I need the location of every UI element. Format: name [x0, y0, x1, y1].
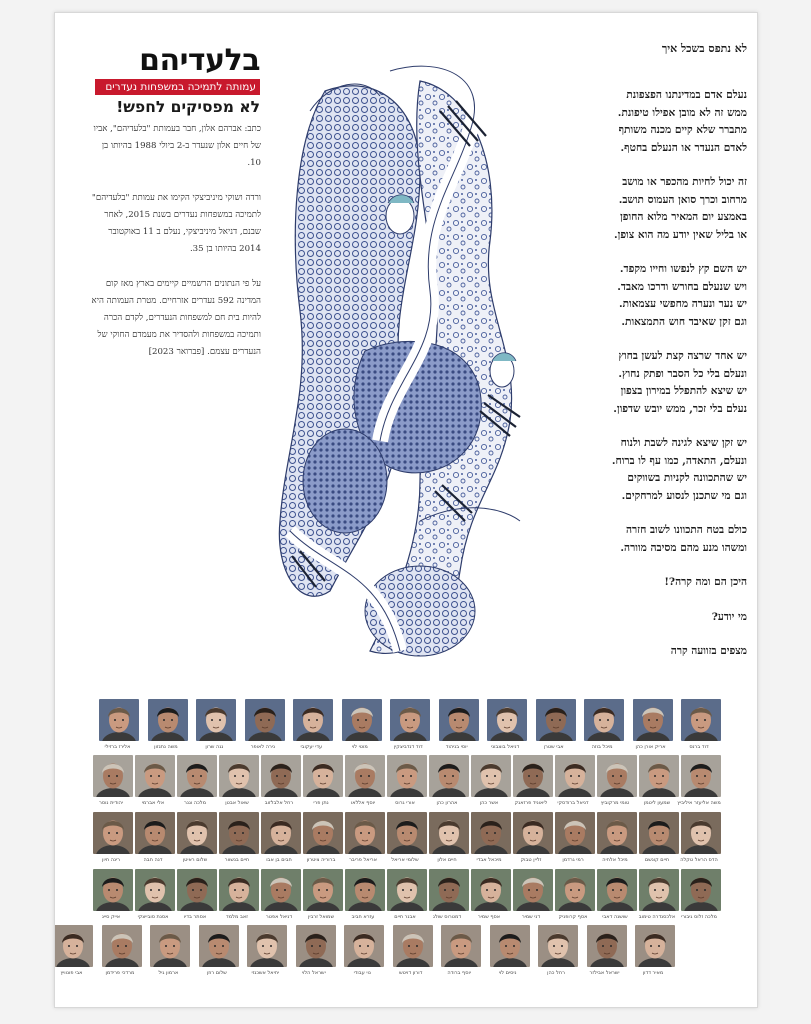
person-name: אסף שמיר: [477, 914, 501, 920]
poem-line: וגם מי שתכנן לנסוע למרחקים.: [621, 489, 747, 502]
missing-person-card: [135, 812, 175, 868]
missing-person-card: [199, 925, 239, 981]
poem-stanza: [533, 574, 747, 592]
missing-person-card: [177, 869, 217, 925]
missing-person-card: [513, 755, 553, 811]
missing-person-card: [441, 925, 481, 981]
person-name: ישראל אבילזר: [589, 970, 620, 976]
missing-person-card: [429, 755, 469, 811]
person-photo: [345, 812, 385, 854]
missing-person-card: [597, 869, 637, 925]
person-name: עזרא חביב: [351, 914, 375, 920]
missing-person-card: [54, 925, 93, 981]
poem-stanza: [533, 643, 747, 661]
poem-line: וגם זקן שאיבד חוש התמצאות.: [621, 315, 747, 328]
person-name: חבים בן אבו: [266, 857, 292, 863]
person-photo: [303, 869, 343, 911]
person-photo: [135, 869, 175, 911]
person-name: הדס הראל טקלה: [680, 857, 718, 863]
person-photo: [261, 812, 301, 854]
person-name: ארמון גיל: [158, 970, 179, 976]
person-name: אשר כהן: [479, 800, 499, 806]
poem-line: היכן הם ומה קרה?!: [664, 576, 747, 588]
person-name: דורון דויטש: [399, 970, 423, 976]
poem-line: יש שהתכוונה לקניות בשווקים: [627, 472, 747, 484]
poem-stanza: [533, 609, 747, 627]
person-photo: [54, 925, 93, 967]
face-row: [60, 925, 721, 981]
person-photo: [513, 812, 553, 854]
person-name: אלכסנדרה טימוב: [638, 914, 676, 920]
person-name: שמואל זרבין: [308, 914, 334, 920]
person-photo: [261, 869, 301, 911]
person-name: שושנה דאבי: [602, 914, 628, 920]
person-name: יהודית נוסר: [99, 800, 123, 806]
person-photo: [293, 699, 333, 741]
logo-block: [95, 45, 260, 116]
person-name: שלום רוזן: [206, 970, 227, 976]
missing-person-card: [429, 812, 469, 868]
missing-person-card: [490, 925, 530, 981]
brand-slogan: לא מפסיקים לחפש!: [116, 98, 260, 116]
person-photo: [471, 869, 511, 911]
poem-line: מתברר שלא קיים מכנה משותף: [618, 124, 747, 136]
missing-person-card: [177, 812, 217, 868]
person-name: מיכל בוזה: [591, 744, 613, 750]
poem-line: מצפים בזוועה קרה: [670, 645, 747, 657]
missing-person-card: [99, 699, 139, 755]
person-name: חיים קונשם: [644, 857, 670, 863]
person-name: שלום ראיטן: [182, 857, 208, 863]
poem-line: מרחוב וכרך סואן העמוס תושב.: [618, 193, 747, 206]
person-photo: [555, 812, 595, 854]
person-photo: [633, 699, 673, 741]
person-photo: [681, 755, 721, 797]
person-photo: [439, 699, 479, 741]
person-photo: [177, 869, 217, 911]
person-photo: [177, 812, 217, 854]
poem-line: יש אחד שרצה קצת לעשן בחוץ: [618, 350, 747, 362]
missing-person-card: [536, 699, 576, 755]
missing-person-card: [584, 699, 624, 755]
missing-person-card: [135, 869, 175, 925]
person-name: רחל כהן: [547, 970, 565, 976]
person-photo: [93, 812, 133, 854]
person-name: מאיר דדון: [642, 970, 664, 976]
missing-person-card: [150, 925, 190, 981]
missing-person-card: [555, 812, 595, 868]
person-photo: [219, 812, 259, 854]
person-name: דנה חבה: [143, 857, 163, 863]
face-row: [91, 755, 721, 811]
person-name: נירה לאופר: [250, 744, 275, 750]
poem-stanza: [533, 348, 747, 418]
missing-person-card: [296, 925, 336, 981]
person-name: מלכה וגנר: [184, 800, 206, 806]
stats-paragraph: על פי הנתונים הרשמיים קיימים בארץ מאז קום המדינה 592 נעדרים אזרחיים. מטרת העמותה היא להיות בית חם למשפחות הנעדרים, לקדם הכרה ותמיכה במשפחות ולהסדיר את מעמדם החוקי של הנעדרים עצמם. [פברואר 2023]: [91, 279, 261, 357]
person-name: יוסי בניהוד: [445, 744, 468, 750]
poem-line: זה יכול לחיות מהכפר או מושב: [622, 176, 747, 188]
missing-person-card: [345, 869, 385, 925]
person-name: יוסף אללאו: [350, 800, 376, 806]
person-name: נתן פרי: [313, 800, 329, 806]
missing-person-card: [471, 812, 511, 868]
missing-person-card: [487, 699, 527, 755]
person-photo: [135, 755, 175, 797]
person-photo: [513, 869, 553, 911]
missing-person-card: [387, 812, 427, 868]
person-name: משה אליעזר איליביץ: [677, 800, 721, 806]
person-photo: [99, 699, 139, 741]
person-name: חיים בנשוור: [224, 857, 250, 863]
person-name: מרדכי פרידמן: [105, 970, 135, 976]
missing-person-card: [261, 755, 301, 811]
info-column: [89, 121, 261, 379]
poem-line: יש נער ונערה מחפשי עצמאות.: [618, 298, 747, 310]
person-name: אסתר בדיו: [183, 914, 207, 920]
missing-person-card: [196, 699, 236, 755]
missing-person-card: [148, 699, 188, 755]
poem-line: מי יודע?: [711, 610, 747, 623]
person-photo: [135, 812, 175, 854]
missing-person-card: [219, 755, 259, 811]
person-name: אריאל פריבר: [349, 857, 377, 863]
poem-line: או בליל שאין יודע מה הוא צופן.: [614, 228, 747, 241]
person-name: ישראל הלוי: [301, 970, 326, 976]
person-photo: [245, 699, 285, 741]
person-name: שלומי אריאל: [391, 857, 419, 863]
poem-stanza: [533, 522, 747, 557]
missing-person-card: [681, 869, 721, 925]
person-name: דוד דנדביצקין: [393, 744, 423, 750]
person-name: דמטרוס שולג: [432, 914, 462, 920]
person-name: אורי גרוס: [395, 800, 415, 806]
person-photo: [344, 925, 384, 967]
missing-person-card: [513, 812, 553, 868]
person-name: אבי שטרן: [543, 744, 564, 750]
missing-person-card: [513, 869, 553, 925]
person-photo: [261, 755, 301, 797]
person-name: נוי עבודי: [353, 970, 371, 976]
missing-person-card: [93, 869, 133, 925]
poem-line: יש שיצא להתפלל במירון בצפון: [620, 385, 747, 397]
missing-person-card: [293, 699, 333, 755]
person-name: מלכה זלוס גיבורי: [681, 914, 717, 920]
poem-line: ממש זה לא מובן אפילו טיפונת.: [617, 106, 747, 119]
missing-person-card: [247, 925, 287, 981]
person-photo: [471, 755, 511, 797]
illustration-figures-icon: [270, 51, 525, 671]
person-photo: [490, 925, 530, 967]
person-photo: [639, 812, 679, 854]
person-name: עדי יעקובי: [300, 744, 323, 750]
poster-sheet: [54, 12, 758, 1008]
person-photo: [247, 925, 287, 967]
person-photo: [429, 755, 469, 797]
person-photo: [393, 925, 433, 967]
person-name: אריק אורן כהן: [635, 744, 666, 750]
missing-person-card: [471, 869, 511, 925]
missing-person-card: [390, 699, 430, 755]
person-name: רמי גרדמן: [562, 857, 584, 863]
missing-person-card: [342, 699, 382, 755]
poem-line: ויש שנעלם בחורש ודרכו מאבד.: [617, 280, 747, 293]
poem-line: יש זקן שיצא לגינה לשבת ולנוח: [620, 437, 747, 449]
person-photo: [639, 755, 679, 797]
person-photo: [303, 812, 343, 854]
author-credit: כתב: אברהם אלון, חבר בעמותת "בלעדיהם", אביו של חיים אלון שנעדר ב-2 ביולי 1988 בהיותו בן 10.: [93, 124, 261, 168]
missing-person-card: [135, 755, 175, 811]
person-photo: [635, 925, 675, 967]
person-photo: [681, 699, 721, 741]
missing-person-card: [303, 812, 343, 868]
person-photo: [441, 925, 481, 967]
person-name: טומי מרקוביץ: [600, 800, 630, 806]
brand-subtitle: עמותה לתמיכה במשפחות נעדרים: [95, 79, 260, 95]
person-photo: [387, 869, 427, 911]
poem-line: ונעלם בלי כל הסבר ופתק נחוץ.: [618, 367, 747, 380]
person-photo: [597, 869, 637, 911]
person-photo: [93, 869, 133, 911]
person-name: דניאל אפטר: [265, 914, 293, 920]
person-name: אהרון כהן: [436, 800, 458, 806]
missing-person-card: [538, 925, 578, 981]
person-name: ליאוניד פרזאנק: [514, 800, 548, 806]
person-photo: [555, 869, 595, 911]
poem-line: באמצע יום המאיר מלוא החופן: [620, 211, 747, 223]
person-name: אסף קרופניק: [558, 914, 588, 920]
person-photo: [487, 699, 527, 741]
missing-person-card: [93, 755, 133, 811]
missing-person-card: [387, 869, 427, 925]
person-name: זאב מלמד: [226, 914, 248, 920]
missing-person-card: [387, 755, 427, 811]
person-photo: [296, 925, 336, 967]
person-name: אלי אברמי: [141, 800, 165, 806]
person-photo: [219, 869, 259, 911]
poem-line: נעלם בלי זכר, ממש יובש שדפון.: [613, 402, 747, 415]
missing-person-card: [345, 812, 385, 868]
missing-person-card: [587, 925, 627, 981]
person-photo: [429, 812, 469, 854]
person-name: שמעון ליטמן: [643, 800, 671, 806]
face-row: [91, 812, 721, 868]
person-name: משה נתנזון: [154, 744, 178, 750]
person-name: דני שמיר: [521, 914, 541, 920]
person-photo: [639, 869, 679, 911]
missing-person-card: [219, 869, 259, 925]
person-photo: [681, 812, 721, 854]
missing-person-card: [344, 925, 384, 981]
missing-person-card: [597, 812, 637, 868]
person-name: רינה חיון: [102, 857, 120, 863]
missing-person-card: [245, 699, 285, 755]
poem-stanza: [533, 174, 747, 244]
poem-line: יש השם קץ לנפשו וחייו מקפד.: [619, 263, 747, 275]
person-photo: [390, 699, 430, 741]
person-name: יחיאל אשכנזי: [251, 970, 280, 976]
person-photo: [196, 699, 236, 741]
missing-person-card: [677, 755, 721, 811]
missing-persons-grid: [60, 699, 721, 989]
missing-person-card: [681, 699, 721, 755]
missing-person-card: [303, 869, 343, 925]
missing-person-card: [681, 812, 721, 868]
missing-person-card: [639, 812, 679, 868]
missing-person-card: [633, 699, 673, 755]
missing-person-card: [471, 755, 511, 811]
person-photo: [587, 925, 627, 967]
person-name: אייק סייג: [101, 914, 121, 920]
missing-person-card: [303, 755, 343, 811]
person-name: אבי פונוויץ: [60, 970, 83, 976]
missing-person-card: [102, 925, 142, 981]
person-photo: [177, 755, 217, 797]
person-name: מיכאל אבדי: [476, 857, 502, 863]
missing-person-card: [597, 755, 637, 811]
poem-stanza: [533, 87, 747, 157]
missing-person-card: [93, 812, 133, 868]
person-photo: [536, 699, 576, 741]
poem-line: ונעלם, התאדה, כמו עף לו ברוח.: [611, 454, 747, 467]
person-name: דניאל בוצבוני: [491, 744, 520, 750]
person-photo: [345, 869, 385, 911]
person-photo: [555, 755, 595, 797]
person-photo: [303, 755, 343, 797]
poem-line: לאדם הנעדר או הנעלם בחטף.: [620, 141, 747, 154]
missing-person-card: [555, 869, 595, 925]
missing-person-card: [261, 812, 301, 868]
person-name: אלירז ברזילי: [104, 744, 131, 750]
person-photo: [93, 755, 133, 797]
face-row: [91, 699, 721, 755]
person-photo: [345, 755, 385, 797]
person-name: יוסף ברודה: [447, 970, 471, 976]
person-photo: [584, 699, 624, 741]
missing-person-card: [639, 755, 679, 811]
person-photo: [387, 755, 427, 797]
person-photo: [471, 812, 511, 854]
missing-person-card: [393, 925, 433, 981]
brand-title: בלעדיהם: [139, 43, 260, 78]
missing-person-card: [261, 869, 301, 925]
missing-person-card: [177, 755, 217, 811]
founders-paragraph: ורדה ושוקי מיניביצקי הקימו את עמותת "בלעדיהם" לתמיכה במשפחות נעדרים בשנת 2015, לאחר שבנם, דניאל מיניביצקי, נעלם ב 11 באוקטובר 2014 בהיותו בן 35.: [91, 193, 261, 254]
person-photo: [597, 812, 637, 854]
person-name: דוד ברנס: [689, 744, 709, 750]
missing-person-card: [429, 869, 469, 925]
person-photo: [102, 925, 142, 967]
person-name: ניסים לוי: [498, 970, 517, 976]
person-photo: [429, 869, 469, 911]
person-name: אסנת סובייצקי: [137, 914, 169, 920]
missing-person-card: [219, 812, 259, 868]
person-name: ברוריה ציטרון: [306, 857, 336, 863]
poem-stanza: [533, 435, 747, 505]
person-photo: [148, 699, 188, 741]
person-photo: [219, 755, 259, 797]
person-name: נגה שרון: [205, 744, 224, 750]
person-name: אבנר חיים: [394, 914, 416, 920]
missing-person-card: [639, 869, 679, 925]
face-row: [91, 869, 721, 925]
person-photo: [513, 755, 553, 797]
person-photo: [681, 869, 721, 911]
poem-title: לא נתפס בשכל איך: [661, 42, 747, 55]
poem-stanza: [533, 261, 747, 331]
person-photo: [538, 925, 578, 967]
person-name: שאול אבטן: [225, 800, 249, 806]
person-name: דניאל ברודסקי: [557, 800, 589, 806]
person-name: זליין טבוק: [520, 857, 542, 863]
missing-person-card: [439, 699, 479, 755]
person-name: חיים אלון: [437, 857, 457, 863]
missing-person-card: [555, 755, 595, 811]
person-photo: [597, 755, 637, 797]
person-name: מיכל אלחיה: [602, 857, 628, 863]
person-name: רחל אלבלזוב: [264, 800, 294, 806]
person-photo: [387, 812, 427, 854]
missing-person-card: [635, 925, 675, 981]
poem-line: נעלם אדם במדינתנו הפצפונת: [626, 89, 747, 101]
person-photo: [342, 699, 382, 741]
missing-person-card: [345, 755, 385, 811]
poem-line: ומשהו מנע מהם מסיבה מוורה.: [620, 541, 747, 554]
person-name: מוטי לוי: [351, 744, 368, 750]
poem-line: כולם בטח התכוונו לשוב חזרה: [625, 524, 747, 536]
person-photo: [150, 925, 190, 967]
poem: [533, 41, 747, 678]
person-photo: [199, 925, 239, 967]
